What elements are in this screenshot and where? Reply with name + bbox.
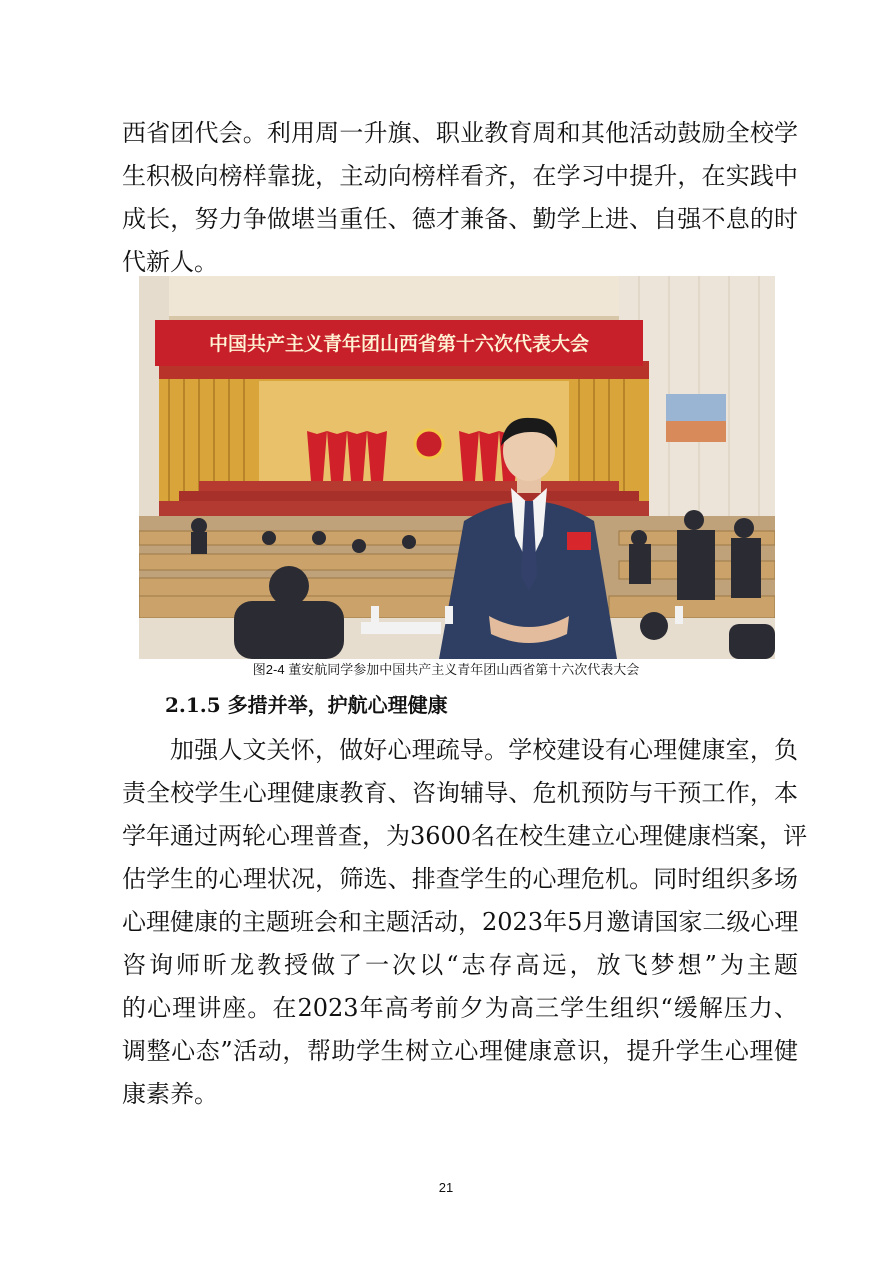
banner-text: 中国共产主义青年团山西省第十六次代表大会 (208, 333, 590, 355)
text-line: 康素养。 (122, 1080, 218, 1108)
text-line: 调整心态”活动，帮助学生树立心理健康意识，提升学生心理健 (122, 1037, 798, 1065)
text-line: 生积极向榜样靠拢，主动向榜样看齐，在学习中提升，在实践中 (122, 162, 798, 190)
text-line: 西省团代会。利用周一升旗、职业教育周和其他活动鼓励全校学 (122, 119, 798, 147)
text-line: 加强人文关怀，做好心理疏导。学校建设有心理健康室，负 (170, 736, 798, 764)
text-line: 学年通过两轮心理普查，为3600名在校生建立心理健康档案，评 (122, 822, 808, 850)
figure-caption: 图2-4 董安航同学参加中国共产主义青年团山西省第十六次代表大会 (252, 662, 640, 677)
text-line: 成长，努力争做堪当重任、德才兼备、勤学上进、自强不息的时 (122, 205, 798, 233)
text-line: 估学生的心理状况，筛选、排查学生的心理危机。同时组织多场 (122, 865, 798, 893)
text-line: 心理健康的主题班会和主题活动，2023年5月邀请国家二级心理 (122, 908, 799, 936)
text-line: 责全校学生心理健康教育、咨询辅导、危机预防与干预工作，本 (122, 779, 798, 807)
paragraph-main (122, 729, 808, 1116)
page-number: 21 (438, 1180, 454, 1195)
text-line: 咨询师昕龙教授做了一次以“志存高远，放飞梦想”为主题 (122, 951, 798, 979)
event-photo (139, 276, 775, 659)
paragraph-top (122, 112, 798, 284)
text-line: 的心理讲座。在2023年高考前夕为高三学生组织“缓解压力、 (122, 994, 798, 1022)
section-heading: 2.1.5 多措并举，护航心理健康 (165, 693, 448, 717)
text-line: 代新人。 (122, 248, 218, 276)
